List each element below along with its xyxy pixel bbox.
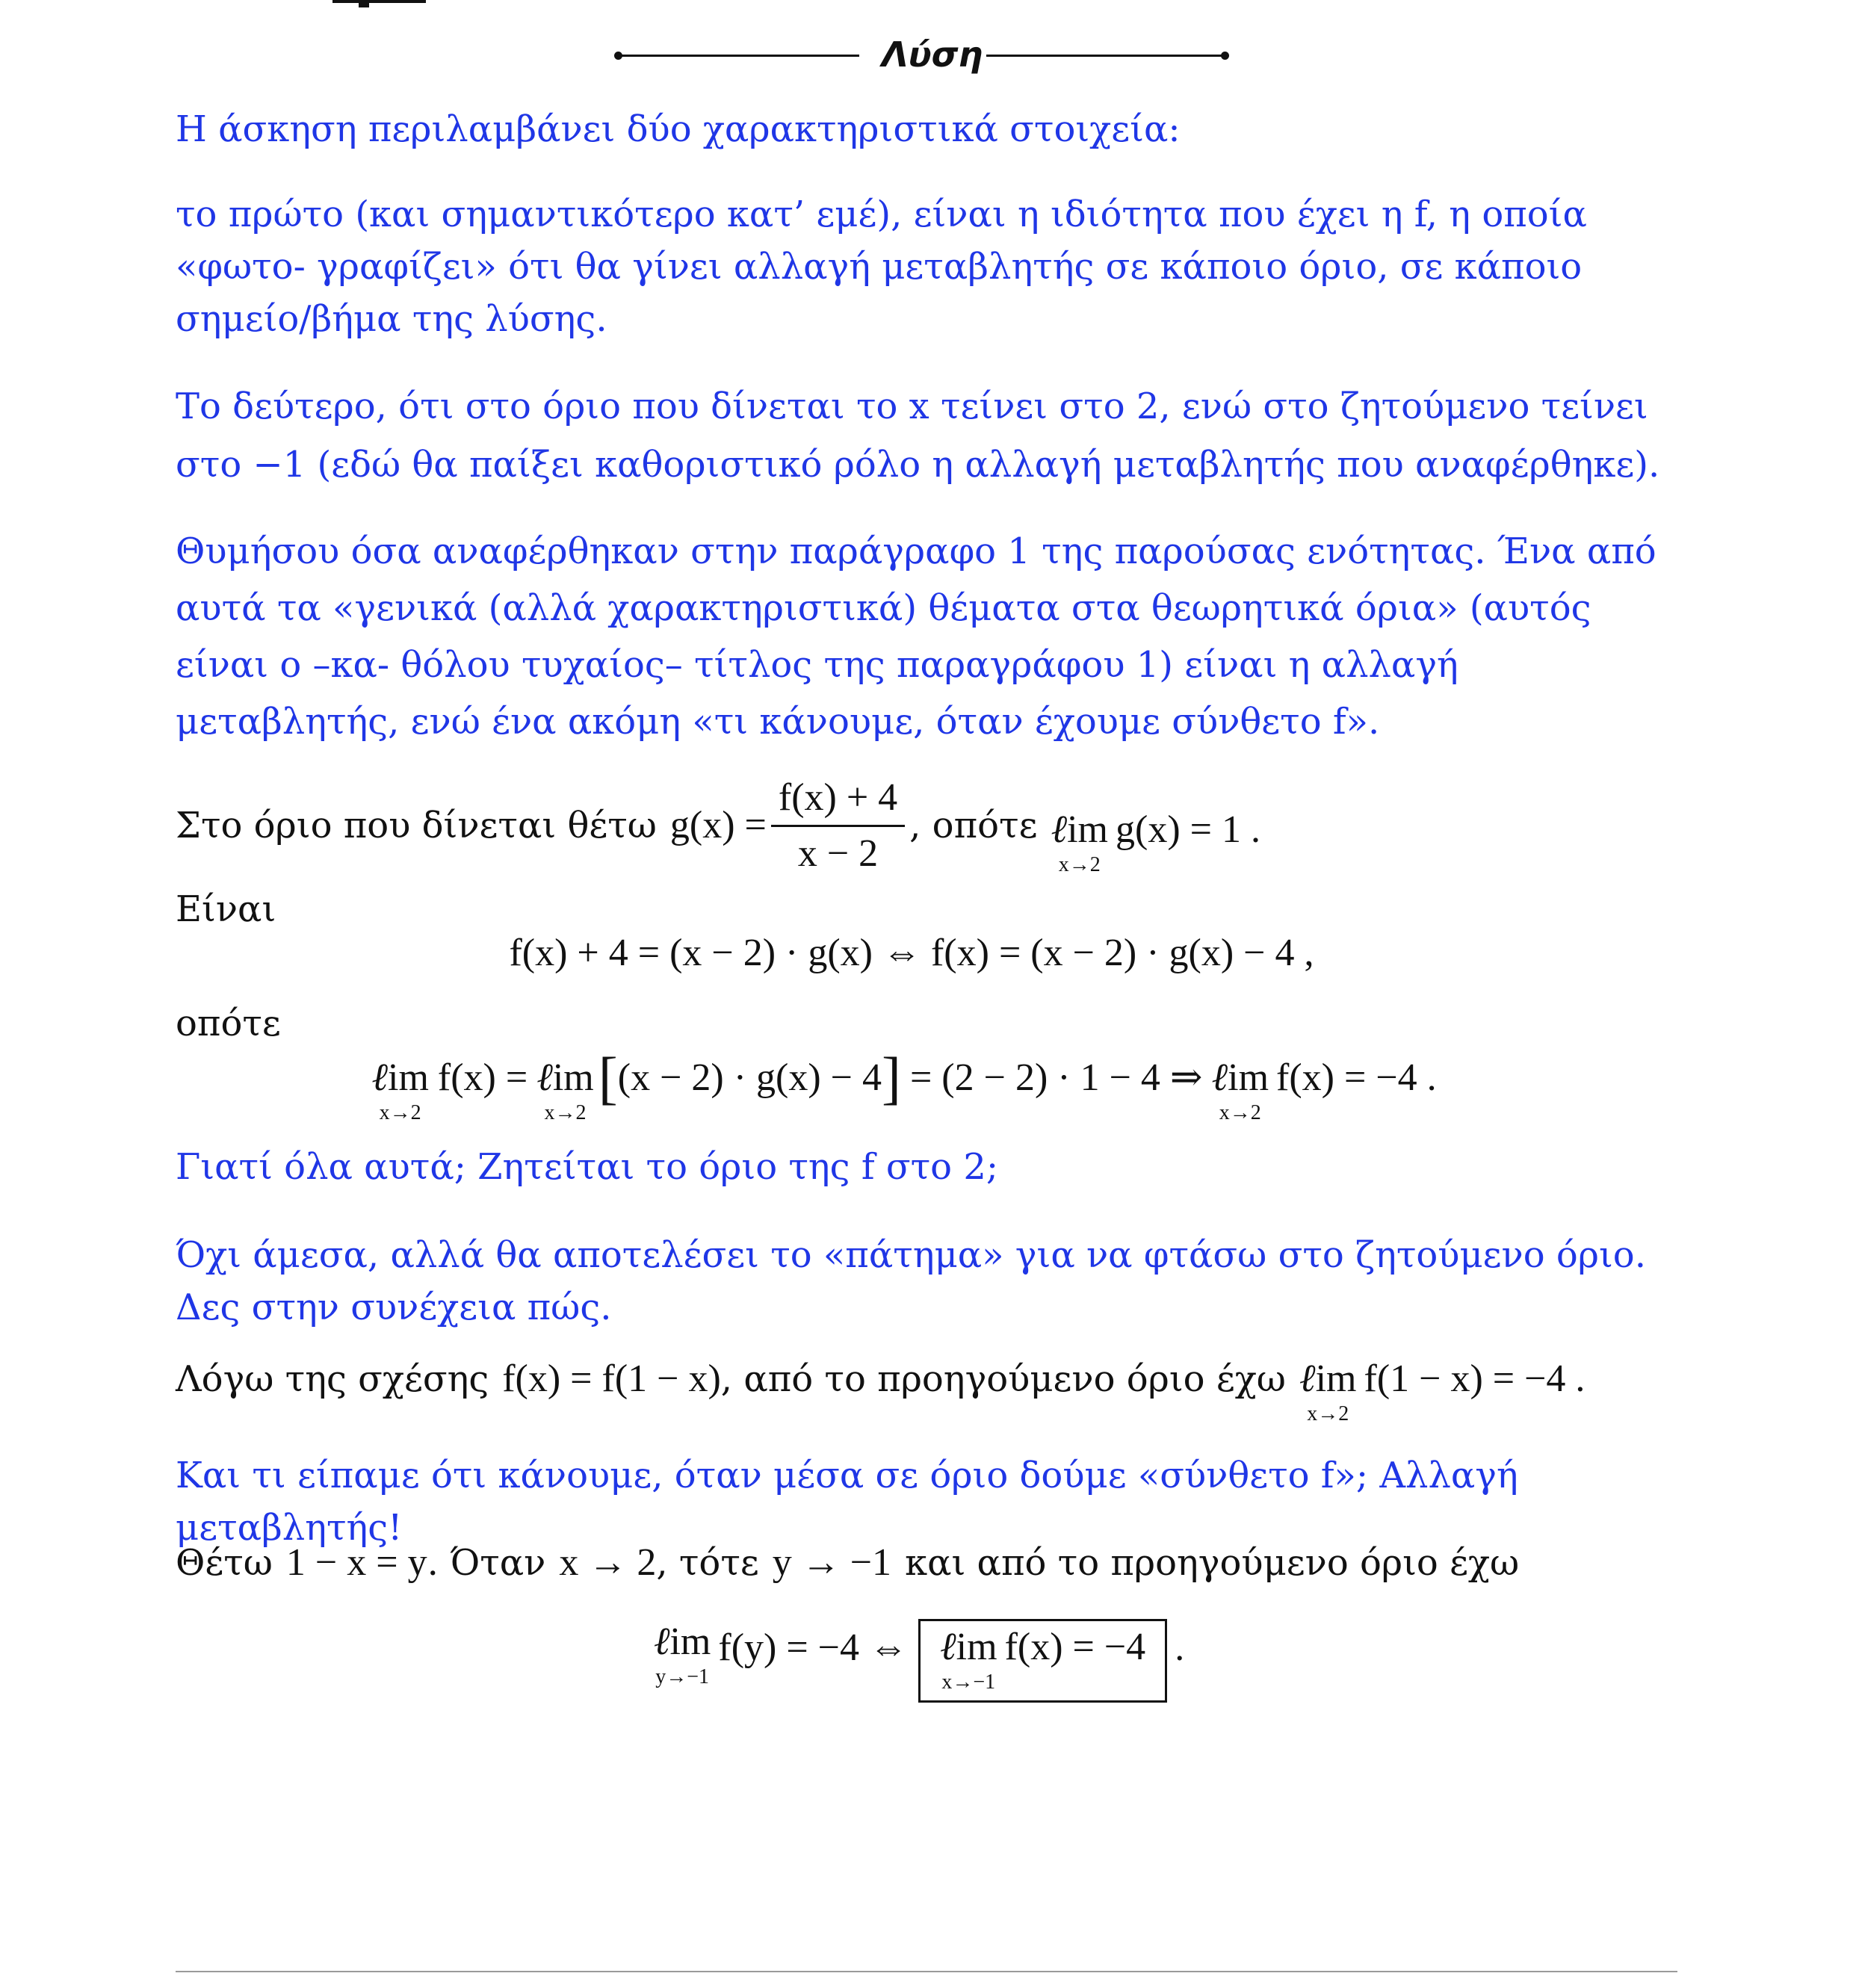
boxed-final-answer: ℓim x→−1 f(x) = −4 — [918, 1619, 1167, 1703]
limit-operator: ℓim y→−1 — [653, 1620, 711, 1688]
final-result-equation: ℓim y→−1 f(y) = −4 ⇔ ℓim x→−1 f(x) = −4 . — [0, 1619, 1846, 1703]
header-right-rule — [986, 55, 1224, 57]
fraction-numerator: f(x) + 4 — [771, 775, 905, 827]
answer-paragraph: Όχι άμεσα, αλλά θα αποτελέσει το «πάτημα» για να φτάσω στο ζητούμενο όριο. Δες στην συνέχεια πώς. — [176, 1234, 1646, 1328]
section-title: Λύση — [882, 34, 983, 75]
reminder-paragraph: Θυμήσου όσα αναφέρθηκαν στην παράγραφο 1 της παρούσας ενότητας. Ένα από αυτά τα «γενικά (αλλά χαρακτηριστικά) θέματα στα θεωρητικά όρια» (αυτός είναι ο –κα- θόλου τυχαίος– τίτλος της παραγράφου 1) είναι η αλλαγή μεταβλητής, ενώ ένα ακόμη «τι κάνουμε, όταν έχουμε σύνθετο f». — [176, 530, 1656, 743]
equation-limit-f: ℓim x→2 f(x) = ℓim x→2 [ (x − 2) · g(x) − 4 ] = (2 − 2) · 1 − 4 ⇒ ℓim x→2 f(x) = −4 . — [371, 1045, 1437, 1124]
fraction-denominator: x − 2 — [797, 832, 879, 875]
relation-line: Λόγω της σχέσης f(x) = f(1 − x) , από το προηγούμενο όριο έχω ℓim x→2 f(1 − x) = −4 . — [176, 1357, 1586, 1425]
substitution-connector: , οπότε — [909, 805, 1038, 846]
substitution-text: Στο όριο που δίνεται θέτω — [176, 805, 657, 846]
composite-question-paragraph: Και τι είπαμε ότι κάνουμε, όταν μέσα σε όριο δούμε «σύνθετο f»; Αλλαγή μεταβλητής! — [176, 1455, 1518, 1549]
functional-relation: f(x) = f(1 − x) — [502, 1357, 721, 1400]
variable-change-line: Θέτω 1 − x = y . Όταν x → 2 , τότε y → −1 και από το προηγούμενο όριο έχω — [176, 1541, 1520, 1584]
limit-operator: ℓim x→2 — [1299, 1357, 1357, 1425]
limit-operator: ℓim x→2 — [1051, 808, 1109, 876]
question-paragraph: Γιατί όλα αυτά; Ζητείται το όριο της f στο 2; — [176, 1146, 999, 1188]
header-left-rule — [620, 55, 859, 57]
substitution-line — [176, 770, 1745, 882]
second-feature-paragraph: Το δεύτερο, ότι στο όριο που δίνεται το x τείνει στο 2, ενώ στο ζητούμενο τείνει στο −1 (εδώ θα παίξει καθοριστικό ρόλο η αλλαγή μεταβλητής που αναφέρθηκε). — [176, 385, 1660, 486]
limit-operator: ℓim x→2 — [371, 1056, 429, 1124]
is-label: Είναι — [176, 888, 276, 930]
limit-operator: ℓim x→2 — [1211, 1056, 1269, 1124]
g-definition-lhs: g(x) = — [669, 804, 767, 846]
cropped-top-mark — [359, 0, 369, 7]
therefore-label: οπότε — [176, 1003, 281, 1044]
cropped-top-mark — [332, 0, 426, 3]
g-definition-fraction — [771, 775, 905, 876]
limit-g-expression: ℓim x→2 g(x) = 1 . — [1051, 808, 1260, 876]
first-feature-paragraph: το πρώτο (και σημαντικότερο κατ’ εμέ), είναι η ιδιότητα που έχει η f, η οποία «φωτο- γραφίζει» ότι θα γίνει αλλαγή μεταβλητής σε κάποιο όριο, σε κάποιο σημείο/βήμα της λύσης. — [176, 193, 1587, 340]
footer-rule — [176, 1971, 1677, 1972]
equation-f-expression: f(x) + 4 = (x − 2) · g(x) ⇔ f(x) = (x − 2) · g(x) − 4 , — [509, 932, 1314, 974]
header-right-dot — [1221, 52, 1229, 60]
limit-operator: ℓim x→−1 — [940, 1626, 997, 1694]
intro-paragraph: Η άσκηση περιλαμβάνει δύο χαρακτηριστικά στοιχεία: — [176, 108, 1181, 150]
limit-operator: ℓim x→2 — [536, 1056, 594, 1124]
